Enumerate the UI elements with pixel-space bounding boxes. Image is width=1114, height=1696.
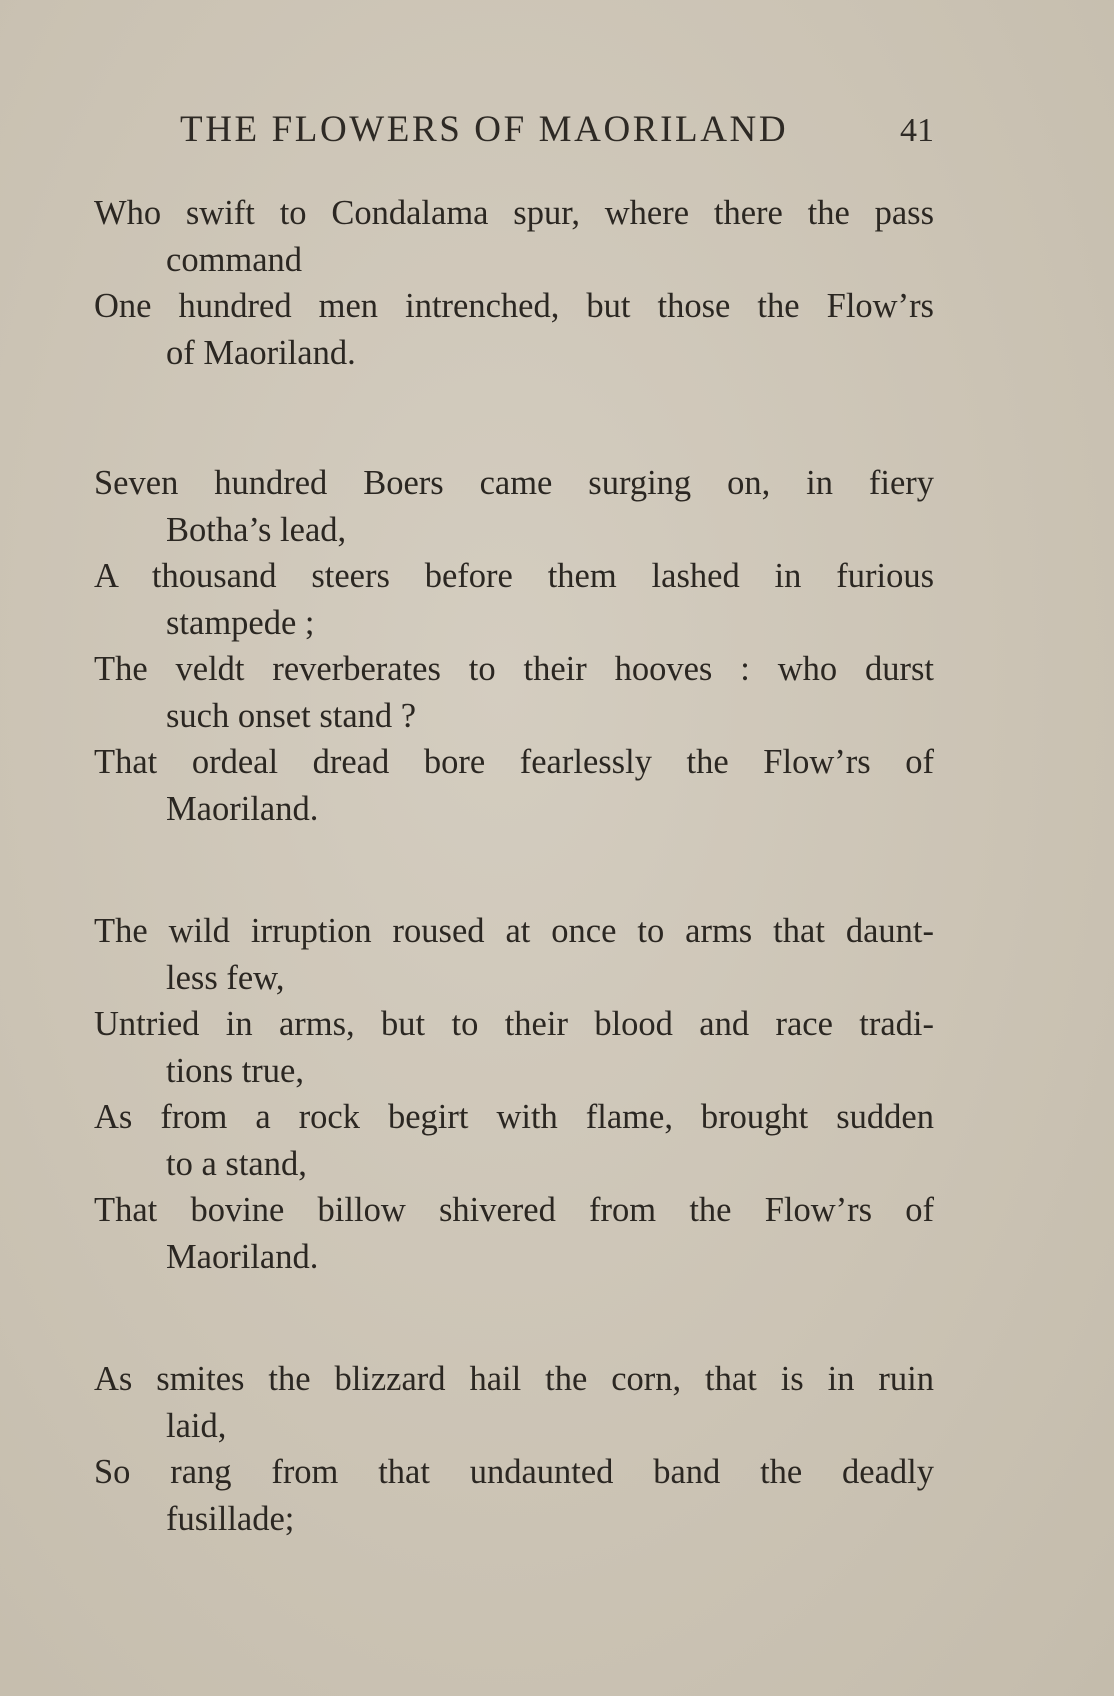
verse-line [94, 1187, 934, 1280]
page-number: 41 [900, 112, 934, 149]
verse-line [94, 646, 934, 739]
stanza-break [94, 376, 934, 460]
verse-line-turnover: tions true, [166, 1051, 304, 1090]
stanza-3 [94, 908, 934, 1280]
verse-line-text: The wild irruption roused at once to arms that daunt- [94, 912, 934, 950]
verse-line-turnover: Maoriland. [166, 789, 319, 828]
verse-line [94, 908, 934, 1001]
verse-line [94, 1356, 934, 1449]
stanza-2 [94, 460, 934, 832]
verse-line-turnover: fusillade; [166, 1499, 295, 1538]
verse-line-text: As smites the blizzard hail the corn, that is in ruin [94, 1360, 934, 1398]
verse-line [94, 553, 934, 646]
verse-line-text: Untried in arms, but to their blood and race tradi- [94, 1005, 934, 1043]
verse-line-text: That ordeal dread bore fearlessly the Flow’rs of [94, 743, 934, 781]
verse-line-turnover: command [166, 240, 303, 279]
verse-line-text: Who swift to Condalama spur, where there the pass [94, 194, 934, 232]
verse-line-text: As from a rock begirt with flame, brought sudden [94, 1098, 934, 1136]
verse-line-text: So rang from that undaunted band the deadly [94, 1453, 934, 1491]
verse-line [94, 190, 934, 283]
stanza-4 [94, 1356, 934, 1542]
verse-line-turnover: to a stand, [166, 1144, 307, 1183]
verse-line [94, 1094, 934, 1187]
verse-line [94, 739, 934, 832]
stanza-break [94, 832, 934, 908]
verse-line [94, 1001, 934, 1094]
verse-line-turnover: Botha’s lead, [166, 510, 347, 549]
verse-line-turnover: stampede ; [166, 603, 315, 642]
verse-line-turnover: laid, [166, 1406, 227, 1445]
verse-line-text: One hundred men intrenched, but those the Flow’rs [94, 287, 934, 325]
verse-line-text: Seven hundred Boers came surging on, in fiery [94, 464, 934, 502]
verse-line [94, 460, 934, 553]
verse-line-text: That bovine billow shivered from the Flow’rs of [94, 1191, 934, 1229]
verse-line [94, 1449, 934, 1542]
verse-line-turnover: of Maoriland. [166, 333, 356, 372]
verse-line-turnover: Maoriland. [166, 1237, 319, 1276]
stanza-break [94, 1280, 934, 1356]
running-title: THE FLOWERS OF MAORILAND [180, 109, 789, 150]
verse-line-turnover: less few, [166, 958, 285, 997]
verse-line-text: A thousand steers before them lashed in furious [94, 557, 934, 595]
poem [94, 190, 934, 1542]
stanza-1 [94, 190, 934, 376]
verse-line [94, 283, 934, 376]
verse-line-turnover: such onset stand ? [166, 696, 417, 735]
running-head [94, 108, 934, 160]
verse-line-text: The veldt reverberates to their hooves : who durst [94, 650, 934, 688]
